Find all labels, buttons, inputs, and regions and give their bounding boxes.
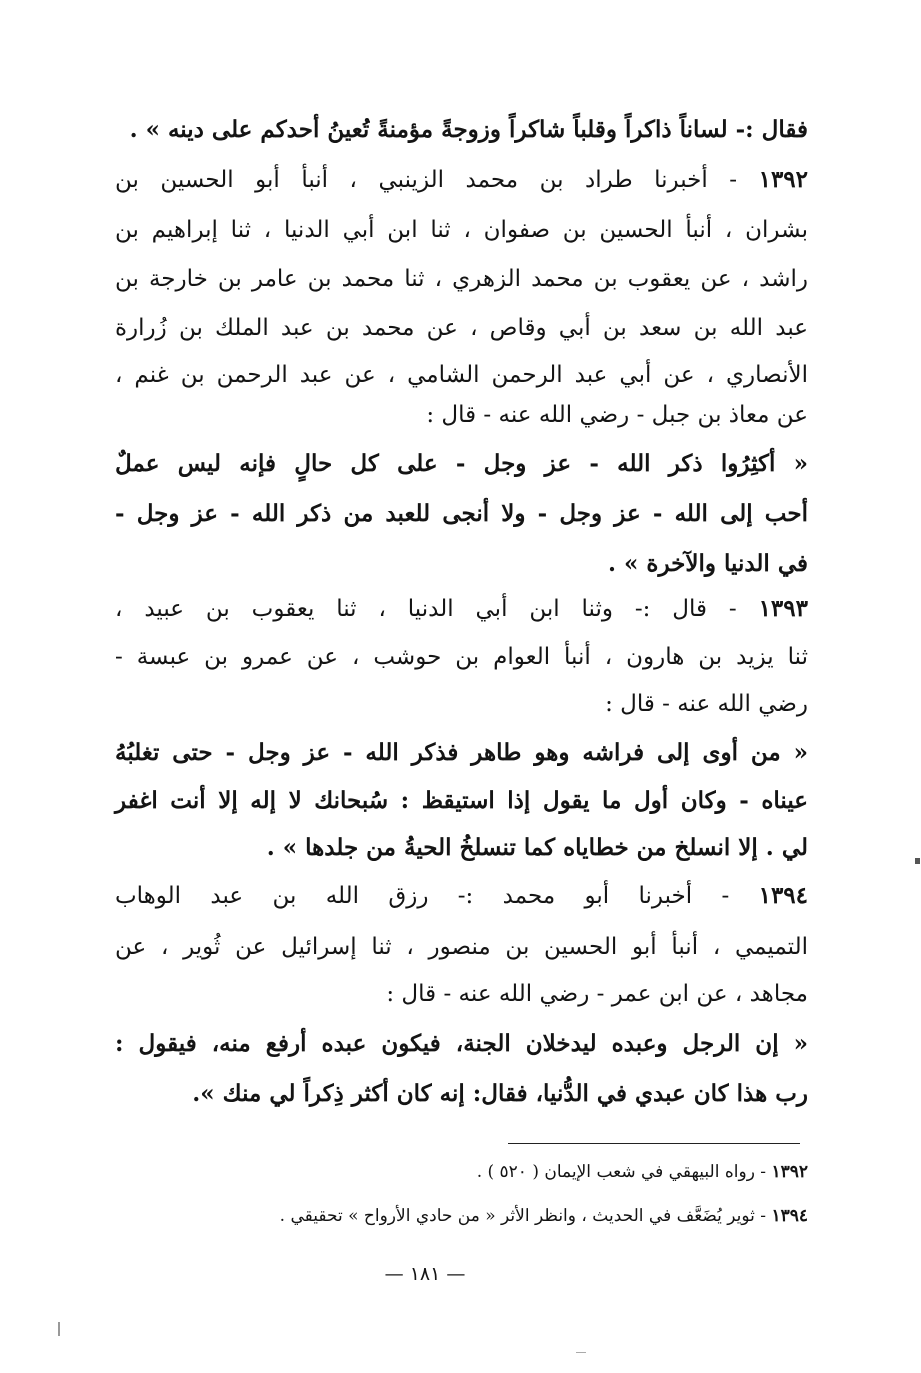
footnote-text: - ثوير يُضَعَّف في الحديث ، وانظر الأثر « من حادي الأرواح » تحقيقي . (279, 1206, 767, 1226)
hadith-text-line: في الدنيا والآخرة » . (608, 550, 808, 577)
hadith-text-line: رب هذا كان عبدي في الدُّنيا، فقال: إنه كان أكثر ذِكراً لي منك ». (192, 1080, 808, 1107)
narration-text: - قال :- وثنا ابن أبي الدنيا ، ثنا يعقوب بن عبيد ، (115, 596, 737, 622)
narration-line: مجاهد ، عن ابن عمر - رضي الله عنه - قال : (386, 981, 808, 1007)
scan-mark (58, 1322, 60, 1336)
hadith-number: ١٣٩٤ (758, 882, 809, 909)
hadith-text-line: « من أوى إلى فراشه وهو طاهر فذكر الله - عز وجل - حتى تغلبُهُ (115, 739, 808, 766)
narration-line: عبد الله بن سعد بن أبي وقاص ، عن محمد بن عبد الملك بن زُرارة (115, 315, 808, 341)
hadith-text-line: « إن الرجل وعبده ليدخلان الجنة، فيكون عبده أرفع منه، فيقول : (115, 1030, 808, 1057)
narration-line: راشد ، عن يعقوب بن محمد الزهري ، ثنا محمد بن عامر بن خارجة بن (115, 266, 808, 292)
footnote-number: ١٣٩٢ (771, 1162, 808, 1182)
hadith-number: ١٣٩٣ (758, 595, 808, 622)
scan-mark (915, 858, 920, 864)
narration-text: - أخبرنا طراد بن محمد الزينبي ، أنبأ أبو الحسين بن (115, 167, 738, 193)
narration-line (115, 879, 808, 913)
narration-line: الأنصاري ، عن أبي عبد الرحمن الشامي ، عن عبد الرحمن بن غنم ، (115, 362, 808, 388)
page-number: — ١٨١ — (384, 1263, 466, 1285)
footnote-text: - رواه البيهقي في شعب الإيمان ( ٥٢٠ ) . (476, 1162, 767, 1182)
hadith-text-line: عيناه - وكان أول ما يقول إذا استيقظ : سُبحانك لا إله إلا أنت اغفر (115, 787, 808, 814)
hadith-text-line: أحب إلى الله - عز وجل - ولا أنجى للعبد من ذكر الله - عز وجل - (115, 500, 808, 527)
footnote-number: ١٣٩٤ (771, 1206, 808, 1226)
narration-line: ثنا يزيد بن هارون ، أنبأ العوام بن حوشب ، عن عمرو بن عبسة - (115, 644, 808, 670)
hadith-text-line: « أكثِرُوا ذكر الله - عز وجل - على كل حالٍ فإنه ليس عملٌ (115, 450, 808, 477)
footnote-separator (508, 1143, 800, 1144)
footnote (477, 1159, 808, 1185)
narration-line (115, 592, 808, 626)
hadith-text-line: فقال :- لساناً ذاكراً وقلباً شاكراً وزوجةً مؤمنةً تُعينُ أحدكم على دينه » . (129, 116, 808, 143)
narration-line (115, 163, 808, 197)
hadith-number: ١٣٩٢ (758, 166, 809, 193)
narration-text: - أخبرنا أبو محمد :- رزق الله بن عبد الوهاب (115, 883, 730, 909)
narration-line: التميمي ، أنبأ أبو الحسين بن منصور ، ثنا إسرائيل عن ثُوير ، عن (115, 934, 808, 960)
narration-line: بشران ، أنبأ الحسين بن صفوان ، ثنا ابن أبي الدنيا ، ثنا إبراهيم بن (115, 217, 808, 243)
footnote (280, 1203, 808, 1229)
hadith-text-line: لي . إلا انسلخ من خطاياه كما تنسلخُ الحيةُ من جلدها » . (266, 834, 808, 861)
scan-mark (576, 1352, 586, 1353)
narration-line: رضي الله عنه - قال : (605, 691, 808, 717)
narration-line: عن معاذ بن جبل - رضي الله عنه - قال : (426, 402, 808, 428)
